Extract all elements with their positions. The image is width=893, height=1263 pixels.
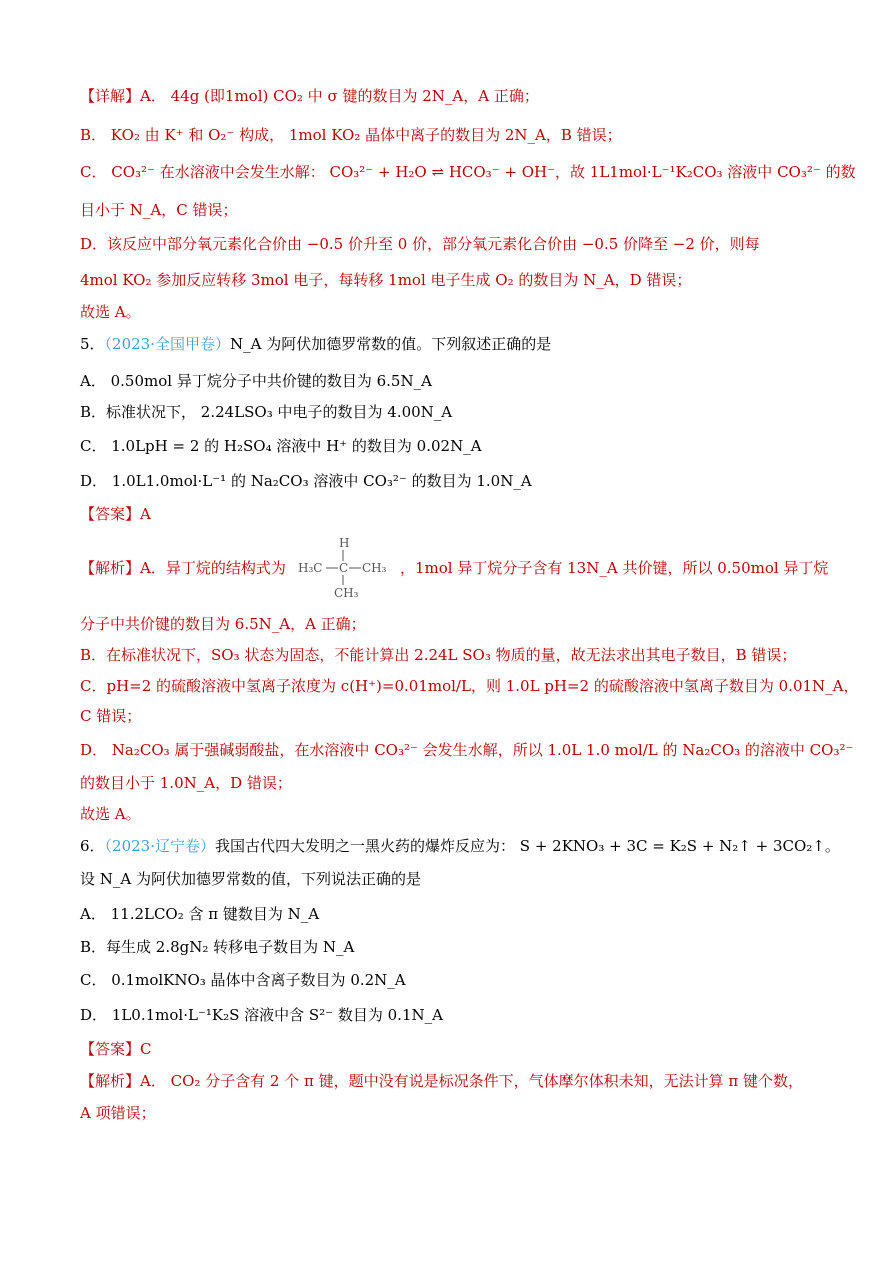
detail-conclusion: 故选 A。 <box>80 303 141 321</box>
q5-explain-b: B．在标准状况下，SO₃ 状态为固态，不能计算出 2.24L SO₃ 物质的量，故无法求出其电子数目，B 错误； <box>80 646 797 664</box>
formula-ch3-right: CH₃ <box>362 561 387 575</box>
q6-option-c: C． 0.1molKNO₃ 晶体中含离子数目为 0.2N_A <box>80 971 406 989</box>
formula-c-center: C <box>339 561 349 575</box>
formula-ch3-bottom: CH₃ <box>334 586 359 599</box>
detail-line-c: C． CO₃²⁻ 在水溶液中会发生水解： CO₃²⁻ + H₂O ⇌ HCO₃⁻ + OH⁻，故 1L1mol·L⁻¹K₂CO₃ 溶液中 CO₃²⁻ 的数 <box>80 163 856 181</box>
q6-option-b: B．每生成 2.8gN₂ 转移电子数目为 N_A <box>80 938 355 956</box>
q5-explain-a2: ，1mol 异丁烷分子含有 13N_A 共价键，所以 0.50mol 异丁烷 <box>400 559 829 577</box>
question-number: 5． <box>80 335 105 353</box>
formula-h3c: H₃C <box>298 561 323 575</box>
q5-explain-conclusion: 故选 A。 <box>80 805 141 823</box>
detail-line-c2: 目小于 N_A，C 错误； <box>80 201 238 219</box>
detail-line-d: D．该反应中部分氧元素化合价由 −0.5 价升至 0 价，部分氧元素化合价由 −0.5 价降至 −2 价，则每 <box>80 235 760 253</box>
question-text: 我国古代四大发明之一黑火药的爆炸反应为： S + 2KNO₃ + 3C = K₂S + N₂↑ + 3CO₂↑。 <box>215 837 840 855</box>
detail-line-d2: 4mol KO₂ 参加反应转移 3mol 电子，每转移 1mol 电子生成 O₂ 的数目为 N_A，D 错误； <box>80 271 692 289</box>
question-5-stem <box>80 334 551 354</box>
question-6-stem-2: 设 N_A 为阿伏加德罗常数的值，下列说法正确的是 <box>80 870 421 888</box>
q6-option-a: A． 11.2LCO₂ 含 π 键数目为 N_A <box>80 905 320 923</box>
q5-explain-a1: 【解析】A．异丁烷的结构式为 <box>80 559 286 577</box>
q5-explain-d2: 的数目小于 1.0N_A，D 错误； <box>80 774 292 792</box>
q6-explain-a1: 【解析】A． CO₂ 分子含有 2 个 π 键，题中没有说是标况条件下，气体摩尔体积未知，无法计算 π 键个数， <box>80 1072 804 1090</box>
q5-option-a: A． 0.50mol 异丁烷分子中共价键的数目为 6.5N_A <box>80 372 432 390</box>
question-6-stem <box>80 836 840 856</box>
q5-option-d: D． 1.0L1.0mol·L⁻¹ 的 Na₂CO₃ 溶液中 CO₃²⁻ 的数目为 1.0N_A <box>80 472 532 490</box>
question-number: 6． <box>80 837 105 855</box>
isobutane-structure-formula <box>296 535 396 599</box>
question-text: N_A 为阿伏加德罗常数的值。下列叙述正确的是 <box>230 335 552 353</box>
formula-h-top: H <box>339 536 350 550</box>
question-source: （2023·辽宁卷） <box>104 837 215 855</box>
q5-explain-d1: D． Na₂CO₃ 属于强碱弱酸盐，在水溶液中 CO₃²⁻ 会发生水解，所以 1.0L 1.0 mol/L 的 Na₂CO₃ 的溶液中 CO₃²⁻ <box>80 741 854 759</box>
q5-explain-a3: 分子中共价键的数目为 6.5N_A，A 正确； <box>80 615 366 633</box>
question-source: （2023·全国甲卷） <box>104 335 230 353</box>
q5-explain-c2: C 错误； <box>80 707 142 725</box>
q5-explain-c1: C．pH=2 的硫酸溶液中氢离子浓度为 c(H⁺)=0.01mol/L，则 1.0L pH=2 的硫酸溶液中氢离子数目为 0.01N_A， <box>80 677 859 695</box>
q6-option-d: D． 1L0.1mol·L⁻¹K₂S 溶液中含 S²⁻ 数目为 0.1N_A <box>80 1006 443 1024</box>
detail-line-b: B． KO₂ 由 K⁺ 和 O₂⁻ 构成， 1mol KO₂ 晶体中离子的数目为 2N_A，B 错误； <box>80 126 622 144</box>
detail-line-a: 【详解】A． 44g (即1mol) CO₂ 中 σ 键的数目为 2N_A，A 正确； <box>80 87 539 105</box>
q5-answer: 【答案】A <box>80 505 151 523</box>
q6-answer: 【答案】C <box>80 1040 152 1058</box>
q6-explain-a2: A 项错误； <box>80 1104 156 1122</box>
q5-option-b: B．标准状况下， 2.24LSO₃ 中电子的数目为 4.00N_A <box>80 403 453 421</box>
q5-option-c: C． 1.0LpH = 2 的 H₂SO₄ 溶液中 H⁺ 的数目为 0.02N_A <box>80 437 482 455</box>
